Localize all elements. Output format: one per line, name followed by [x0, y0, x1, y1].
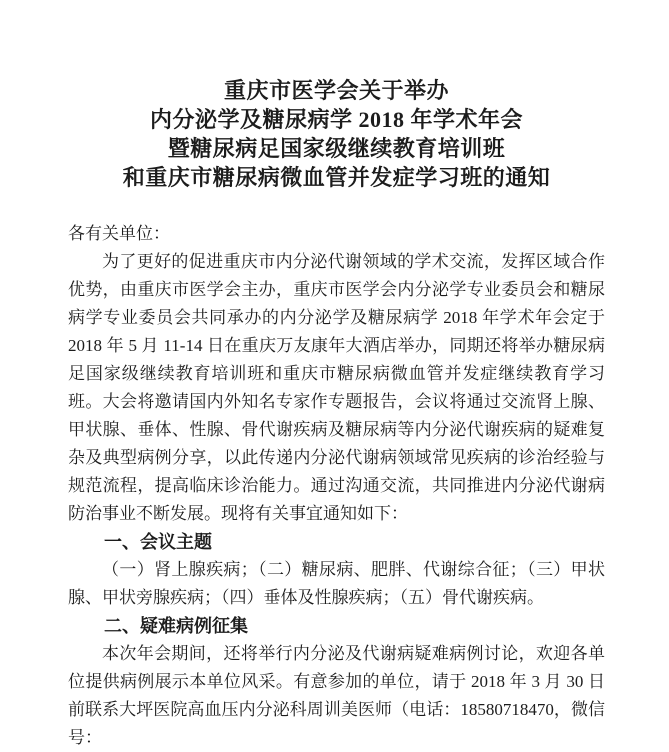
title-line-2: 内分泌学及糖尿病学 2018 年学术年会 [149, 107, 523, 132]
paragraph-intro: 为了更好的促进重庆市内分泌代谢领域的学术交流，发挥区域合作优势，由重庆市医学会主办，重庆市医学会内分泌学专业委员会和糖尿病学专业委员会共同承办的内分泌学及糖尿病学 2018 年学术年会定于 2018 年 5 月 11-14 日在重庆万友康年大酒店举办，同期还将举办糖尿病足国家级继续教育培训班和重庆市糖尿病微血管并发症继续教育学习班。大会将邀请国内外知名专家作专题报告，会议将通过交流肾上腺、甲状腺、垂体、性腺、骨代谢疾病及糖尿病等内分泌代谢疾病的疑难复杂及典型病例分享，以此传递内分泌代谢病领域常见疾病的诊治经验与规范流程，提高临床诊治能力。通过沟通交流，共同推进内分泌代谢病防治事业不断发展。现将有关事宜通知如下： [68, 252, 605, 523]
document-body [68, 220, 605, 752]
paragraph-case-collection: 本次年会期间，还将举行内分泌及代谢病疑难病例讨论，欢迎各单位提供病例展示本单位风采。有意参加的单位，请于 2018 年 3 月 30 日前联系大坪医院高血压内分泌科周训美医师（电话：18580718470，微信号： [68, 644, 605, 747]
document-title [68, 76, 605, 192]
title-line-1: 重庆市医学会关于举办 [223, 78, 449, 103]
heading-meeting-topics: 一、会议主题 [104, 532, 212, 552]
title-line-3: 暨糖尿病足国家级继续教育培训班 [167, 136, 506, 161]
salutation: 各有关单位： [68, 224, 170, 243]
paragraph-meeting-topics: （一）肾上腺疾病；（二）糖尿病、肥胖、代谢综合征；（三）甲状腺、甲状旁腺疾病；（四）垂体及性腺疾病；（五）骨代谢疾病。 [68, 560, 605, 607]
title-line-4: 和重庆市糖尿病微血管并发症学习班的通知 [122, 165, 551, 190]
heading-case-collection: 二、疑难病例征集 [104, 616, 248, 636]
